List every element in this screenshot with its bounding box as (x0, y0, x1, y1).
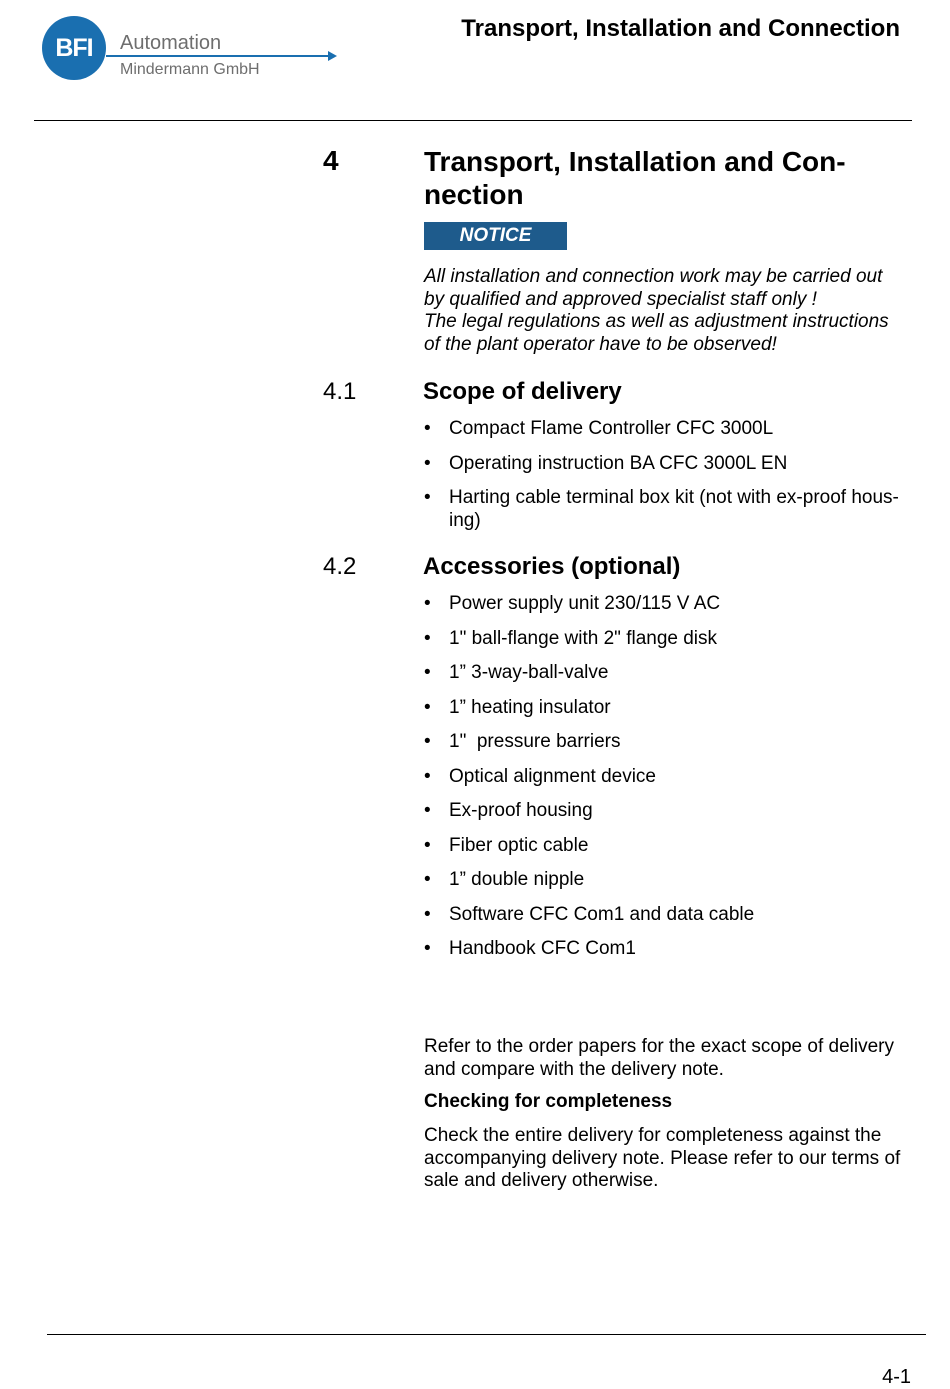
list-item-text: 1" ball-flange with 2" flange disk (449, 627, 718, 649)
list-item: • Handbook CFC Com1 (424, 938, 636, 959)
list-item: • Operating instruction BA CFC 3000L EN (424, 452, 788, 474)
list-item: • 1” 3-way-ball-valve (424, 662, 609, 683)
list-item: • 1” heating insulator (424, 696, 611, 718)
section-number: 4.1 (323, 378, 357, 405)
notice-text (424, 266, 919, 356)
notice-line: All installation and connection work may be carried out (424, 266, 883, 287)
list-item-text: Compact Flame Controller CFC 3000L (449, 418, 774, 439)
footer-divider (47, 1334, 926, 1335)
chapter-title: Transport, Installation and Con- nection (424, 146, 846, 210)
scope-list (424, 418, 919, 532)
notice-badge: NOTICE (424, 222, 567, 250)
list-item-text: Harting cable terminal box kit (not with ex-proof hous- ing) (449, 487, 899, 531)
accessories-list (424, 593, 919, 961)
list-item-text: 1” heating insulator (449, 696, 611, 718)
company-logo (42, 14, 302, 86)
list-item: • 1” double nipple (424, 869, 585, 890)
chapter-number: 4 (323, 145, 339, 176)
notice-line: by qualified and approved specialist staff only ! (424, 288, 817, 310)
notice-line: The legal regulations as well as adjustment instructions (424, 311, 889, 332)
list-item-text: 1” 3-way-ball-valve (449, 662, 609, 683)
section-title: Accessories (optional) (423, 553, 681, 580)
page-number: 4-1 (882, 1366, 911, 1388)
list-item-text: 1" pressure barriers (449, 731, 621, 752)
list-item: • Fiber optic cable (424, 834, 589, 856)
list-item-text: Handbook CFC Com1 (449, 938, 636, 959)
list-item: • Compact Flame Controller CFC 3000L (424, 418, 774, 439)
section-title: Scope of delivery (423, 378, 622, 405)
page-header-title: Transport, Installation and Connection (461, 15, 900, 42)
list-item-text: Operating instruction BA CFC 3000L EN (449, 452, 788, 474)
logo-text-company: Mindermann GmbH (120, 61, 260, 78)
notice-line: of the plant operator have to be observed! (424, 333, 777, 355)
refer-paragraph: Refer to the order papers for the exact scope of delivery and compare with the delivery note. (424, 1036, 894, 1080)
list-item: • Power supply unit 230/115 V AC (424, 593, 721, 614)
header-divider (34, 120, 912, 121)
section-number: 4.2 (323, 553, 357, 580)
list-item-text: Fiber optic cable (449, 834, 589, 856)
logo-mark: BFI (42, 16, 106, 80)
list-item: • Software CFC Com1 and data cable (424, 903, 755, 925)
list-item-text: Ex-proof housing (449, 800, 593, 821)
logo-text-automation: Automation (120, 32, 222, 54)
list-item-text: 1” double nipple (449, 869, 585, 890)
list-item: • Harting cable terminal box kit (not with ex-proof hous- ing) (424, 487, 899, 531)
list-item-text: Software CFC Com1 and data cable (449, 903, 755, 925)
list-item: • Optical alignment device (424, 765, 656, 787)
completeness-heading: Checking for completeness (424, 1091, 673, 1112)
list-item-text: Power supply unit 230/115 V AC (449, 593, 721, 614)
list-item: • Ex-proof housing (424, 800, 593, 821)
completeness-paragraph: Check the entire delivery for completeness against the accompanying delivery note. Please refer to our terms of sale and delivery otherwise. (424, 1125, 901, 1191)
list-item: • 1" ball-flange with 2" flange disk (424, 627, 718, 649)
list-item: • 1" pressure barriers (424, 731, 621, 752)
list-item-text: Optical alignment device (449, 765, 656, 787)
